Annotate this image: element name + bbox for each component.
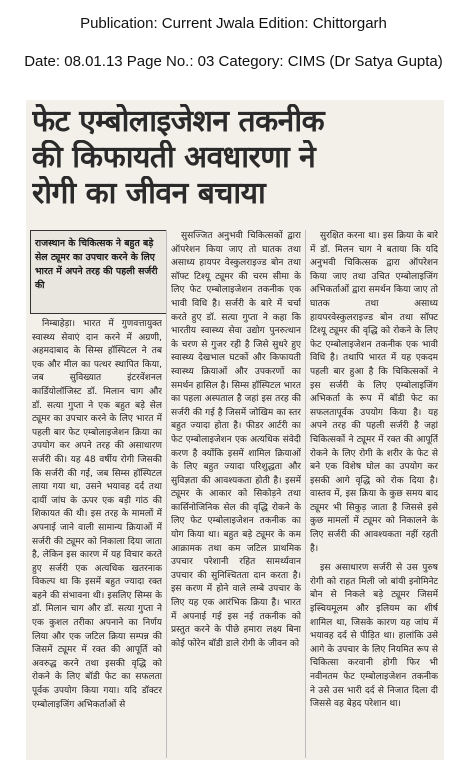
newspaper-clipping [26, 100, 444, 760]
article-headline [32, 104, 438, 212]
headline-line-2: की किफायती अवधारणा ने [32, 140, 316, 175]
column-1-text: निम्बाहेड़ा। भारत में गुणवत्तायुक्त स्वास्थ्य सेवाएं दान करने में अग्रणी, अहमदाबाद के सिम्स हॉस्पिटल ने तब एक और मील का पत्थर स्थापित किया, जब सुविख्यात इंटरवेंशनल कार्डियोलॉजिस्ट डॉ. मिलान चाग और डॉ. सत्या गुप्ता ने एक बहुत बड़े सेल ट्यूमर का उपचार करने के लिए भारत में पहली बार फेट एम्बोलाइजेशन क्रिया का उपयोग कर अपने तरह की असाधारण सर्जरी की। यह 48 वर्षीय रोगी जिसकी कि सर्जरी की गई, जब सिम्स हॉस्पिटल लाया गया था, उसने भयावह दर्द तथा दायीं जांघ के ऊपर एक बड़ी गांठ की शिकायत की थी। इस तरह के मामलों में अपनाई जाने वाली सामान्य क्रियाओं में सर्जरी की ट्यूमर को निकाला दिया जाता है, लेकिन इस कारण में यह विचार करते हुए सर्जरी एक अत्यधिक खतरनाक विकल्प था कि इसमें बहुत ज्यादा रक्त बहने की संभावना थी। इसलिए सिम्स के डॉ. मिलान चाग और डॉ. सत्या गुप्ता ने एक कुशल तरीका अपनाने का निर्णय लिया और एक जटिल क्रिया सम्पन्न की जिसमें ट्यूमर में रक्त की आपूर्ति को अवरुद्ध करने तथा इसकी वृद्धि को रोकने के लिए बॉडी फेट का सफलता पूर्वक उपयोग किया गया। यदि डॉक्टर एम्बोलाइजिंग अभिकर्ताओं से [32, 319, 162, 710]
headline-line-3: रोगी का जीवन बचाया [32, 176, 266, 211]
column-3-text: सुरक्षित करना था। इस क्रिया के बारे में डॉ. मिलन चाग ने बताया कि यदि अनुभवी चिकित्सक द्वारा ऑपरेशन किया जाए तथा उचित एम्बोलाइजिंग अभिकर्ताओं द्वारा समर्थन किया जाए तो घातक तथा असाध्य हायपरवेस्कुलराइज्ड बोन तथा सॉफ्ट टिश्यू ट्यूमर की वृद्धि को रोकने के लिए फेट एम्बोलाइजेशन तकनीक एक भावी विधि है। तथापि भारत में यह एकदम पहली बार हुआ है कि चिकित्सकों ने इस सर्जरी के लिए एम्बोलाइजिंग अभिकर्ता के रूप में बॉडी फेट का सफलतापूर्वक उपयोग किया है। यह अपने तरह की पहली सर्जरी है जहां चिकित्सकों ने ट्यूमर में रक्त की आपूर्ति रोकने के लिए रोगी के शरीर के फेट से बने एक विशेष घोल का उपयोग कर इसकी आगे वृद्धि को रोक दिया है। वास्तव में, इस क्रिया के कुछ समय बाद ट्यूमर भी सिकुड़ जाता है जिससे इसे कुछ मामलों में ट्यूमर को निकालने के लिए सर्जरी की आवश्यकता नहीं रहती है। [310, 231, 438, 554]
column-2-text: सुसज्जित अनुभवी चिकित्सकों द्वारा ऑपरेशन किया जाए तो घातक तथा असाध्य हायपर वेस्कुलराइज्ड बोन तथा सॉफ्ट टिश्यू ट्यूमर की चरम सीमा के लिए फेट एम्बोलाइजेशन तकनीक एक भावी विधि है। सर्जरी के बारे में चर्चा करते हुए डॉ. सत्या गुप्ता ने कहा कि भारतीय स्वास्थ्य सेवा उद्योग पुनरुत्थान के चरण से गुजर रही है जिसे सुधरे हुए स्वास्थ्य देखभाल घटकों और किफायती स्वास्थ्य क्रियाओं और उपकरणों का समर्थन हासिल है। सिम्स हॉस्पिटल भारत का पहला अस्पताल है जहां इस तरह की सर्जरी की गई है जिसमें जोखिम का स्तर बहुत ज्यादा होता है। फीडर आर्टरी का फेट एम्बोलाइजेशन एक अत्यधिक संवेदी करण है क्योंकि इसमें शामिल क्रियाओं के लिए बहुत ज्यादा परिशुद्धता और सुविज्ञता की आवश्यकता होती है। इसमें ट्यूमर के आकार को सिकोड़ने तथा कार्सिनोजिनिक सेल की वृद्धि रोकने के लिए फेट एम्बोलाइजेशन तकनीक का योग किया था। बहुत बड़े ट्यूमर के कम आक्रामक तथा कम जटिल प्राथमिक उपचार परेशानी रहित सामर्थ्यवान उपचार की सुनिश्चितता दान करता है। इस करण में होने वाले लम्बे उपचार के लिए यह एक आरंभिक क्रिया है। भारत में अपनाई गई इस नई तकनीक को प्रस्तुत करने के पीछे हमारा लक्ष्य बिना कोई फोरेन बॉडी डाले रोगी के जीवन को [171, 231, 301, 649]
column-divider [305, 230, 306, 758]
headline-line-1: फेट एम्बोलाइजेशन तकनीक [32, 104, 325, 139]
article-column-3 [310, 230, 438, 758]
date-line: Date: 08.01.13 Page No.: 03 Category: CIMS (Dr Satya Gupta) [24, 53, 443, 70]
subheadline: राजस्थान के चिकित्सक ने बहुत बड़े सेल ट्यूमर का उपचार करने के लिए भारत में अपने तरह की पहली सर्जरी की [35, 238, 158, 291]
column-divider [166, 230, 167, 758]
article-column-2 [171, 230, 301, 758]
article-column-1 [32, 318, 162, 758]
publication-line: Publication: Current Jwala Edition: Chittorgarh [80, 15, 387, 32]
column-3-text-2: इस असाधारण सर्जरी से उस पुरुष रोगी को राहत मिली जो बांयी इनोमिनेट बोन से निकले बड़े ट्यूमर जिसमें इस्चियमूलम और इलियम का शीर्ष शामिल था, जिसके कारण यह जांघ में भयावह दर्द से पीड़ित था। हालांकि उसे आगे के उपचार के लिए नियमित रूप से चिकित्सा करवानी होगी फिर भी नवीनतम फेट एम्बोलाइजेशन तकनीक ने उसे उस भारी दर्द से निजात दिला दी जिससे वह बेहद परेशान था। [310, 563, 438, 710]
subheadline-box [30, 230, 167, 314]
